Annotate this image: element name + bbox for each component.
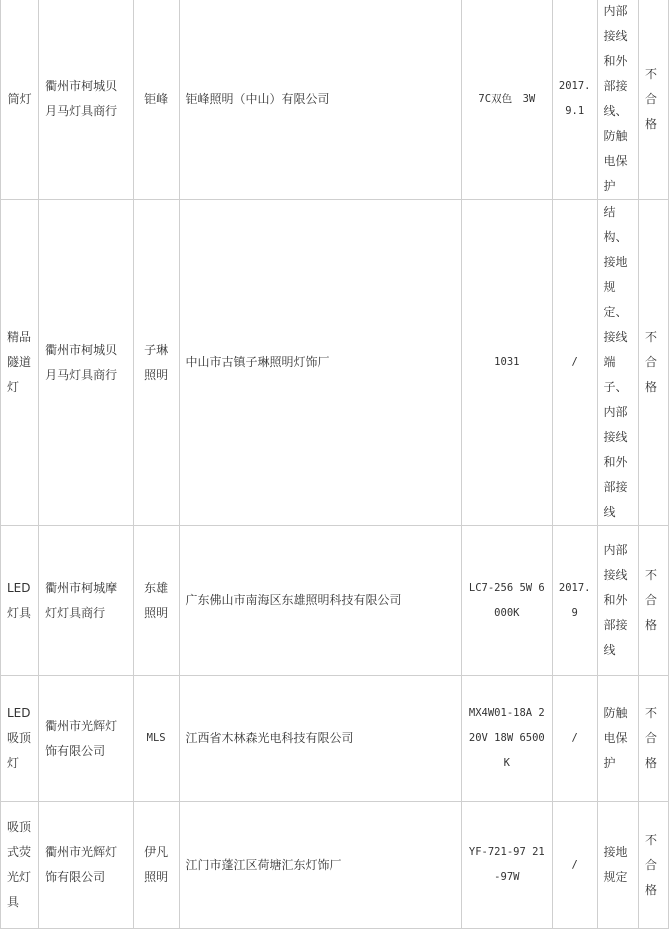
- table-row: [1, 676, 669, 802]
- brand-cell: 钜峰: [133, 0, 179, 200]
- seller-cell: 衢州市光辉灯饰有限公司: [39, 802, 134, 929]
- result-cell: 不合格: [638, 676, 668, 802]
- manufacturer-cell: 江门市蓬江区荷塘汇东灯饰厂: [179, 802, 461, 929]
- model-cell: 7C双色 3W: [461, 0, 552, 200]
- model-cell: MX4W01-18A 220V 18W 6500K: [461, 676, 552, 802]
- failed-items-cell: 内部接线和外部接线、防触电保护: [597, 0, 638, 200]
- production-date-cell: /: [552, 802, 597, 929]
- failed-items-cell: 防触电保护: [597, 676, 638, 802]
- production-date-cell: /: [552, 676, 597, 802]
- manufacturer-cell: 广东佛山市南海区东雄照明科技有限公司: [179, 526, 461, 676]
- result-cell: 不合格: [638, 0, 668, 200]
- production-date-cell: 2017.9.1: [552, 0, 597, 200]
- table-row: [1, 526, 669, 676]
- failed-items-cell: 接地规定: [597, 802, 638, 929]
- production-date-cell: /: [552, 200, 597, 526]
- result-cell: 不合格: [638, 802, 668, 929]
- product-name-cell: 筒灯: [1, 0, 39, 200]
- brand-cell: 东雄照明: [133, 526, 179, 676]
- table-row: [1, 200, 669, 526]
- seller-cell: 衢州市柯城贝月马灯具商行: [39, 200, 134, 526]
- seller-cell: 衢州市柯城摩灯灯具商行: [39, 526, 134, 676]
- table-row: [1, 0, 669, 200]
- result-cell: 不合格: [638, 200, 668, 526]
- product-name-cell: 精品隧道灯: [1, 200, 39, 526]
- manufacturer-cell: 钜峰照明（中山）有限公司: [179, 0, 461, 200]
- failed-items-cell: 结构、接地规定、接线端子、内部接线和外部接线: [597, 200, 638, 526]
- failed-items-cell: 内部接线和外部接线: [597, 526, 638, 676]
- manufacturer-cell: 江西省木林森光电科技有限公司: [179, 676, 461, 802]
- production-date-cell: 2017.9: [552, 526, 597, 676]
- brand-cell: 伊凡照明: [133, 802, 179, 929]
- model-cell: LC7-256 5W 6000K: [461, 526, 552, 676]
- table-row: [1, 802, 669, 929]
- brand-cell: 子琳照明: [133, 200, 179, 526]
- product-name-cell: LED灯具: [1, 526, 39, 676]
- product-name-cell: 吸顶式荧光灯具: [1, 802, 39, 929]
- model-cell: YF-721-97 21-97W: [461, 802, 552, 929]
- model-cell: 1031: [461, 200, 552, 526]
- brand-cell: MLS: [133, 676, 179, 802]
- manufacturer-cell: 中山市古镇子琳照明灯饰厂: [179, 200, 461, 526]
- result-cell: 不合格: [638, 526, 668, 676]
- product-name-cell: LED吸顶灯: [1, 676, 39, 802]
- seller-cell: 衢州市光辉灯饰有限公司: [39, 676, 134, 802]
- seller-cell: 衢州市柯城贝月马灯具商行: [39, 0, 134, 200]
